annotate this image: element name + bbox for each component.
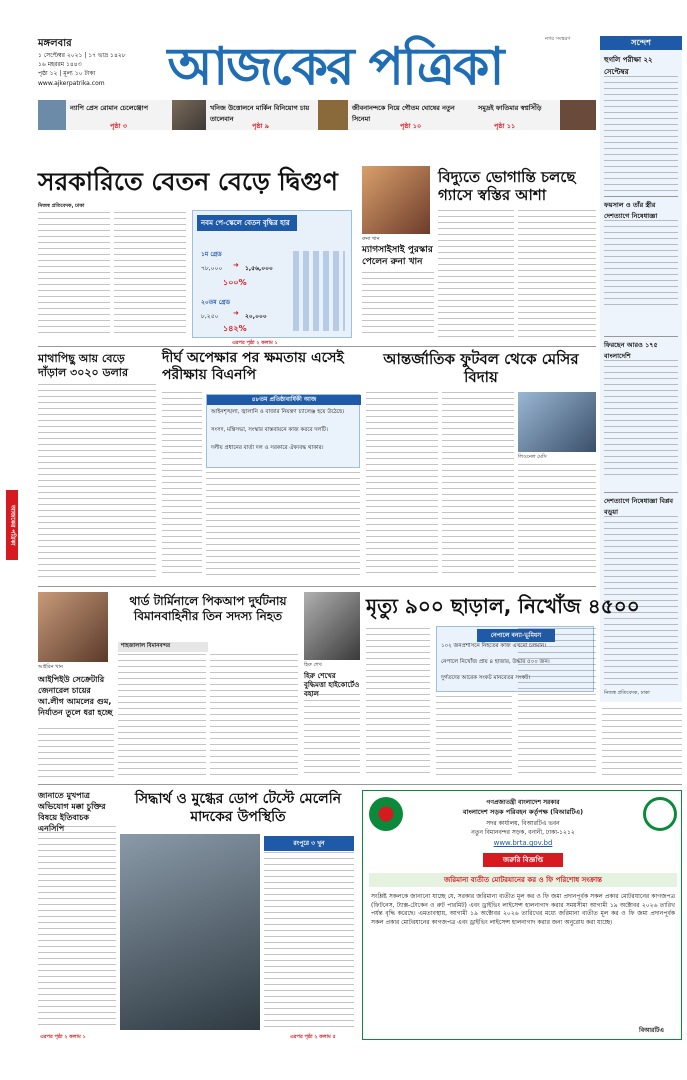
power-body-col2: [518, 210, 596, 338]
lead-infobox: [192, 210, 352, 338]
dope-more[interactable]: এরপর পৃষ্ঠা ২ কলাম ৫: [290, 1034, 336, 1040]
side-badge: আজকের পত্রিকা: [6, 490, 18, 560]
aid-headline[interactable]: আইপিইউ সেক্রেটারি জেনারেল চায়ের আ.লীগ আমলের গুম, নির্যাতন তুলে ধরা হচ্ছে: [38, 675, 113, 717]
nepal-item-3: দুর্গতদের আরেক সংকট মানবেতর সংকট।: [441, 675, 531, 681]
income-headline[interactable]: মাথাপিছু আয় বেড়ে দাঁড়াল ৩০২০ ডলার: [38, 352, 129, 379]
lead-infobox-title: নবম পে-স্কেলে বেতন বৃদ্ধির হার: [197, 215, 297, 231]
hiru-photo: [304, 592, 360, 660]
teaser-3[interactable]: [318, 100, 468, 130]
sidebar-byline: নিজস্ব প্রতিবেদক, ঢাকা: [604, 690, 650, 696]
runa-headline[interactable]: ম্যাগসাইসাই পুরস্কার পেলেন রুনা খান: [362, 245, 433, 267]
terminal-body-col1: [118, 654, 206, 778]
runa-caption: রুনা খান: [362, 236, 380, 242]
terminal-body-col2: [210, 654, 298, 778]
runa-body: [362, 272, 434, 334]
death-body-col4: [602, 708, 682, 778]
edition-note: নগর সংস্করণ: [545, 36, 571, 42]
lead-headline[interactable]: সরকারিতে বেতন বেড়ে দ্বিগুণ: [38, 167, 338, 196]
teaser-4-title: সমুদ্রই ফাতিমার স্বপ্নসিঁড়ি: [478, 104, 542, 112]
teaser-1-title: ন্যাপি প্রেস রোমান চেলেঞ্জোপ: [70, 104, 149, 112]
teaser-4-page: পৃষ্ঠা ১১: [494, 122, 516, 130]
sidebar-header: সন্দেশ: [600, 36, 682, 50]
bnp-box-item-2: সংসদ, মন্ত্রিসভা, সংস্কার বাস্তবায়নে কাজ করবে দলটি।: [211, 427, 328, 433]
grade20-new: ২০,০০০: [245, 313, 267, 320]
arrow-right-icon: ➜: [233, 261, 239, 269]
teaser-4[interactable]: [474, 100, 596, 130]
death-body-col1: [366, 628, 430, 778]
sidebar-item-3-body: [604, 360, 678, 480]
bnp-box-item-3: দলীয় প্রধানের বার্তা দল ও সরকারে ঐক্যবদ্ধ থাকার।: [211, 445, 324, 451]
ad-sign: বিআরটিএ: [639, 1027, 664, 1034]
lead-body-col2: [114, 212, 186, 337]
bnp-headline[interactable]: দীর্ঘ অপেক্ষার পর ক্ষমতায় এসেই পরীক্ষায় বিএনপি: [162, 350, 344, 383]
ad-org: বাংলাদেশ সড়ক পরিবহন কর্তৃপক্ষ (বিআরটিএ): [462, 808, 584, 816]
mecca-headline[interactable]: জানাতে মুখপাত্র অভিযোগ মক্কা চুক্তির বিষয়ে ইতিবাচক এনসিপি: [38, 791, 106, 833]
runa-photo: [362, 166, 430, 234]
masthead-logo: আজকের পত্রিকা: [167, 37, 503, 97]
lead-body-col1: [38, 212, 110, 337]
grade1-new: ১,৫৬,০০০: [245, 265, 273, 272]
hiru-caption: হিরু শেখ: [304, 662, 322, 668]
death-body-col2: [436, 696, 512, 778]
ad-body: সংশ্লিষ্ট সকলকে জানানো যাচ্ছে যে, সরকার জরিমানা ব্যতীত মূল কর ও ফি জমা প্রদানপূর্বক সকল প্রকার মোটরযানের কাগজপত্র (ফিটনেস, ট্যাক্স-টোকেন ও রুট পারমিট) এবং ড্রাইভিং লাইসেন্স হালনাগাদ করার সময়সীমা আগামী ১৯ অক্টোবর ২০২৬ তারিখ পর্যন্ত বৃদ্ধি করেছে। এমতাবস্থায়, আগামী ১৯ অক্টোবর ২০২৬ তারিখের মধ্যে জরিমানা ব্যতীত মূল কর ও ফি জমা প্রদানপূর্বক সকল প্রকার মোটরযানের কাগজপত্র এবং ড্রাইভিং লাইসেন্স হালনাগাদ করার জন্য অনুরোধ করা যাচ্ছে।: [371, 893, 675, 927]
teaser-1-image: [38, 100, 66, 130]
teaser-3-page: পৃষ্ঠা ১০: [400, 122, 422, 130]
ad-govt: গণপ্রজাতন্ত্রী বাংলাদেশ সরকার: [486, 799, 560, 806]
sidebar-item-1-body: [604, 76, 678, 191]
teaser-2[interactable]: [172, 100, 312, 130]
teaser-2-page: পৃষ্ঠা ৯: [252, 122, 270, 130]
grade1-label: ১ম গ্রেড: [201, 251, 222, 258]
aid-caption: আইরিন খান: [38, 664, 63, 670]
terminal-headline[interactable]: থার্ড টার্মিনালে পিকআপ দুর্ঘটনায় বিমানবাহিনীর তিন সদস্য নিহত: [129, 594, 287, 623]
sidebar-item-2-body: [604, 220, 678, 310]
aid-photo: [38, 592, 108, 662]
arrow-right-icon: ➜: [233, 309, 239, 317]
messi-photo: [518, 392, 596, 452]
dope-photo: [120, 834, 260, 1030]
teaser-3-title: জীবনানন্দকে নিয়ে গৌতম ঘোষের নতুন সিনেমা: [352, 104, 455, 123]
terminal-byline: শাহজালাল বিমানবন্দর: [118, 642, 208, 652]
grade1-old: ৭৮,০০০: [201, 265, 223, 272]
messi-body-col3: [518, 464, 596, 578]
masthead-date3: পৃষ্ঠা ১২ | মূল্য ১০ টাকা: [38, 70, 96, 77]
rangpur-pill: রংপুরে ৩ খুন: [264, 836, 354, 851]
income-body: [38, 384, 156, 580]
bnp-box-title: ৪৮তম প্রতিষ্ঠাবার্ষিকী আজ: [207, 395, 361, 405]
teaser-1[interactable]: [38, 100, 168, 130]
nepal-box-title: নেপালে বন্যা-ভূমিধস: [477, 629, 555, 642]
ad-banner: জরিমানা ব্যতীত মোটরযানের কর ও ফি পরিশোধ সংক্রান্ত: [369, 873, 677, 887]
bnp-body-col2: [206, 472, 360, 578]
dope-headline[interactable]: সিদ্ধার্থ ও মুগ্ধের ডোপ টেস্টে মেলেনি মাদকের উপস্থিতি: [134, 791, 342, 825]
teaser-2-image: [172, 100, 206, 130]
ad-notice: জরুরি বিজ্ঞপ্তি: [483, 853, 563, 867]
hiru-body: [304, 694, 360, 778]
nepal-item-2: নেপালে নিখোঁজ প্রায় ৪ হাজার, উদ্ধার ৫০০ জন।: [441, 659, 550, 665]
teasers-row: [38, 100, 596, 130]
teaser-4-image: [560, 100, 596, 130]
bnp-body-col1: [162, 392, 202, 578]
rangpur-body: [264, 852, 354, 1030]
bnp-box-item-1: আইনশৃঙ্খলা, জ্বালানি ও বাজার নিয়ন্ত্রণ চ্যালেঞ্জ হয়ে উঠেছে।: [211, 409, 345, 415]
brta-logo-icon: [643, 797, 677, 831]
death-body-col3: [518, 628, 596, 778]
sidebar-item-3-title[interactable]: ফিরছেন আরও ১৭৫ বাংলাদেশি: [604, 341, 658, 360]
mecca-body: [38, 826, 116, 1030]
messi-body-col1: [366, 392, 438, 578]
sidebar-item-1-title[interactable]: হুগলি পরীক্ষা ২২ সেপ্টেম্বর: [604, 56, 653, 76]
teaser-3-image: [318, 100, 348, 130]
brta-ad: [362, 790, 682, 1040]
masthead-date1: ১ সেপ্টেম্বর ২০২১ | ১৭ ভাদ্র ১৪২৮: [38, 52, 126, 59]
ad-address: নতুন বিমানবন্দর সড়ক, বনানী, ঢাকা-১২১২: [471, 829, 575, 836]
aid-body: [38, 728, 114, 778]
power-body-col1: [438, 210, 514, 338]
grade1-rate: ১০০%: [223, 278, 247, 287]
grade20-rate: ১৪২%: [223, 324, 247, 333]
messi-headline[interactable]: আন্তর্জাতিক ফুটবল থেকে মেসির বিদায়: [383, 350, 579, 386]
ad-website[interactable]: www.brta.gov.bd: [493, 839, 553, 847]
bar-chart-icon: [293, 251, 345, 331]
mecca-more[interactable]: এরপর পৃষ্ঠা ২ কলাম ১: [40, 1034, 86, 1040]
teaser-2-title: খনিজ উত্তোলনে মার্কিন বিনিয়োগ চায় তালেবান: [210, 104, 310, 123]
grade20-label: ২০তম গ্রেড: [201, 299, 231, 306]
power-headline[interactable]: বিদ্যুতে ভোগান্তি চলছে গ্যাসে স্বস্তির আশা: [438, 168, 576, 204]
messi-body-col2: [442, 392, 514, 578]
hiru-headline[interactable]: হিরু শেখের বুদ্ধিমত্তা হাইকোর্টেও বহাল: [304, 672, 360, 698]
masthead-day: মঙ্গলবার: [38, 38, 72, 49]
bnp-box: [206, 394, 360, 468]
messi-caption: লিওনেল মেসি: [518, 454, 547, 460]
ad-office: সদর কার্যালয়, বিআরটিএ ভবন: [486, 820, 560, 827]
lead-byline: নিজস্ব প্রতিবেদক, ঢাকা: [38, 203, 85, 209]
teaser-1-page: পৃষ্ঠা ৩: [110, 122, 128, 130]
sidebar-item-2-title[interactable]: ফয়সাল ও তাঁর স্ত্রীর দেশত্যাগে নিষেধাজ্ঞা: [604, 201, 658, 220]
grade20-old: ৮,২৫০: [201, 313, 219, 320]
govt-seal-icon: [369, 797, 403, 831]
sidebar-item-4-title[interactable]: দেশত্যাগে নিষেধাজ্ঞা বিপ্লব বড়ুয়া: [604, 497, 674, 516]
nepal-item-1: ১০২ জনপ্রশাসনে নিহতের কাজ এখনো চলমান।: [441, 643, 547, 649]
masthead-website[interactable]: www.ajkerpatrika.com: [38, 80, 105, 87]
masthead-date2: ১৬ মহররম ১৪৪৩: [38, 61, 82, 68]
death-headline[interactable]: মৃত্যু ৯০০ ছাড়াল, নিখোঁজ ৪৫০০: [366, 594, 640, 618]
lead-more[interactable]: এরপর পৃষ্ঠা ২ কলাম ১: [232, 340, 278, 346]
